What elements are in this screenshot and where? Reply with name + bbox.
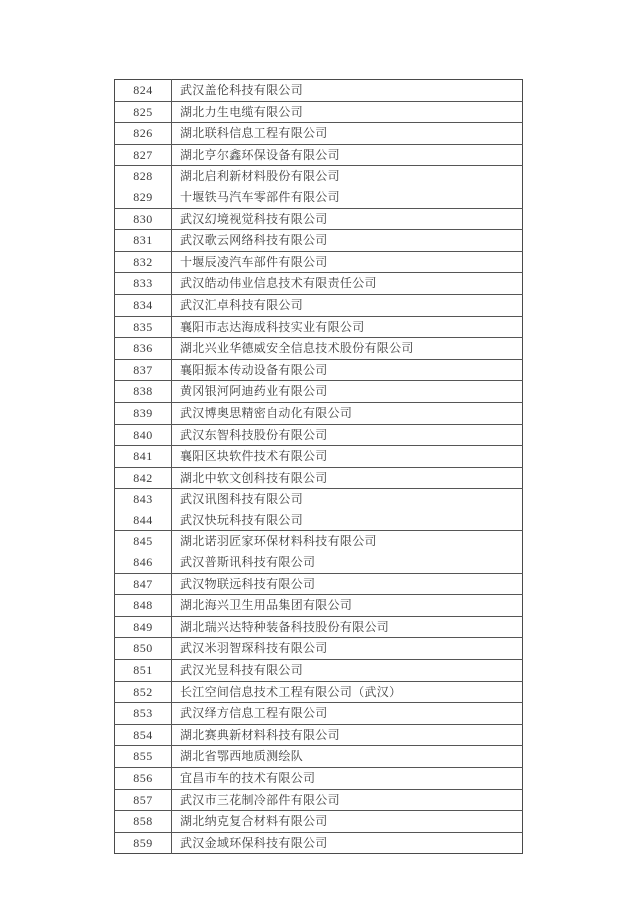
row-number-cell: 827 [115, 144, 172, 166]
company-table-body [115, 80, 523, 854]
table-row [115, 768, 523, 790]
table-row [115, 489, 523, 510]
row-number-cell: 853 [115, 703, 172, 725]
row-number-cell: 836 [115, 338, 172, 360]
table-row [115, 446, 523, 468]
company-name-cell: 武汉皓动伟业信息技术有限责任公司 [172, 273, 523, 295]
table-row [115, 359, 523, 381]
table-row [115, 724, 523, 746]
table-row [115, 573, 523, 595]
table-row [115, 595, 523, 617]
company-name-cell: 武汉绎方信息工程有限公司 [172, 703, 523, 725]
table-row [115, 510, 523, 531]
table-row [115, 80, 523, 102]
row-number-cell: 842 [115, 467, 172, 489]
company-name-cell: 武汉市三花制冷部件有限公司 [172, 789, 523, 811]
company-name-cell: 武汉光昱科技有限公司 [172, 660, 523, 682]
company-name-cell: 宜昌市车的技术有限公司 [172, 768, 523, 790]
company-name-cell: 湖北海兴卫生用品集团有限公司 [172, 595, 523, 617]
row-number-cell: 825 [115, 101, 172, 123]
table-row [115, 187, 523, 208]
table-row [115, 402, 523, 424]
table-row [115, 273, 523, 295]
table-row [115, 166, 523, 187]
row-number-cell: 859 [115, 832, 172, 854]
row-number-cell: 849 [115, 616, 172, 638]
company-name-cell: 武汉博奥思精密自动化有限公司 [172, 402, 523, 424]
company-name-cell: 湖北赛典新材料科技有限公司 [172, 724, 523, 746]
table-row [115, 251, 523, 273]
company-name-cell: 武汉东智科技股份有限公司 [172, 424, 523, 446]
row-number-cell: 833 [115, 273, 172, 295]
company-name-cell: 湖北中软文创科技有限公司 [172, 467, 523, 489]
row-number-cell: 845 [115, 531, 172, 552]
table-row [115, 467, 523, 489]
company-name-cell: 湖北兴业华德威安全信息技术股份有限公司 [172, 338, 523, 360]
row-number-cell: 834 [115, 294, 172, 316]
table-row [115, 660, 523, 682]
table-row [115, 101, 523, 123]
company-name-cell: 湖北省鄂西地质测绘队 [172, 746, 523, 768]
table-row [115, 703, 523, 725]
row-number-cell: 858 [115, 811, 172, 833]
row-number-cell: 857 [115, 789, 172, 811]
company-name-cell: 武汉歌云网络科技有限公司 [172, 230, 523, 252]
row-number-cell: 840 [115, 424, 172, 446]
table-row [115, 638, 523, 660]
company-name-cell: 武汉金域环保科技有限公司 [180, 835, 328, 850]
table-row [115, 338, 523, 360]
row-number-cell: 856 [115, 768, 172, 790]
row-number-cell: 848 [115, 595, 172, 617]
row-number-cell: 844 [115, 510, 172, 531]
row-number-cell: 828 [115, 166, 172, 187]
row-number-cell: 846 [115, 552, 172, 573]
row-number-cell: 855 [115, 746, 172, 768]
company-name-cell: 十堰铁马汽车零部件有限公司 [172, 187, 523, 208]
row-number-cell: 838 [115, 381, 172, 403]
company-name-cell: 武汉汇卓科技有限公司 [172, 294, 523, 316]
company-name-cell: 襄阳区块软件技术有限公司 [172, 446, 523, 468]
row-number-cell: 824 [115, 80, 172, 102]
table-row [115, 681, 523, 703]
table-row [115, 531, 523, 552]
company-name-cell: 湖北联科信息工程有限公司 [172, 123, 523, 145]
table-row [115, 616, 523, 638]
row-number-cell: 837 [115, 359, 172, 381]
company-name-cell: 湖北力生电缆有限公司 [172, 101, 523, 123]
row-number-cell: 852 [115, 681, 172, 703]
table-row [115, 789, 523, 811]
row-number-cell: 850 [115, 638, 172, 660]
company-name-cell: 湖北亨尔鑫环保设备有限公司 [172, 144, 523, 166]
row-number-cell: 851 [115, 660, 172, 682]
table-row [115, 316, 523, 338]
company-name-cell: 十堰辰凌汽车部件有限公司 [172, 251, 523, 273]
table-row [115, 746, 523, 768]
company-name-cell: 襄阳市志达海成科技实业有限公司 [172, 316, 523, 338]
table-row [115, 424, 523, 446]
table-row [115, 832, 523, 854]
company-name-cell: 黄冈银河阿迪药业有限公司 [172, 381, 523, 403]
company-name-cell: 武汉幻境视觉科技有限公司 [172, 208, 523, 230]
row-number-cell: 826 [115, 123, 172, 145]
company-name-cell: 武汉米羽智琛科技有限公司 [172, 638, 523, 660]
row-number-cell: 854 [115, 724, 172, 746]
table-row [115, 811, 523, 833]
row-number-cell: 830 [115, 208, 172, 230]
table-row [115, 208, 523, 230]
company-table [114, 79, 523, 854]
table-row [115, 144, 523, 166]
table-row [115, 552, 523, 573]
company-name-cell: 武汉普斯讯科技有限公司 [172, 552, 523, 573]
row-number-cell: 832 [115, 251, 172, 273]
table-row [115, 230, 523, 252]
row-number-cell: 843 [115, 489, 172, 510]
company-name-cell: 武汉讯图科技有限公司 [180, 492, 304, 507]
company-name-cell: 襄阳振本传动设备有限公司 [172, 359, 523, 381]
table-row [115, 381, 523, 403]
company-name-cell: 湖北瑞兴达特种装备科技股份有限公司 [172, 616, 523, 638]
table-row [115, 123, 523, 145]
table-row [115, 294, 523, 316]
row-number-cell: 829 [115, 187, 172, 208]
company-name-cell: 湖北启利新材料股份有限公司 [180, 169, 340, 184]
row-number-cell: 841 [115, 446, 172, 468]
company-name-cell: 湖北诺羽匠家环保材料科技有限公司 [180, 534, 377, 549]
row-number-cell: 847 [115, 573, 172, 595]
row-number-cell: 831 [115, 230, 172, 252]
company-name-cell: 武汉快玩科技有限公司 [172, 510, 523, 531]
company-name-cell: 长江空间信息技术工程有限公司（武汉） [172, 681, 523, 703]
row-number-cell: 835 [115, 316, 172, 338]
row-number-cell: 839 [115, 402, 172, 424]
company-name-cell: 湖北纳克复合材料有限公司 [172, 811, 523, 833]
company-name-cell: 武汉盖伦科技有限公司 [172, 80, 523, 102]
company-name-cell: 武汉物联远科技有限公司 [172, 573, 523, 595]
